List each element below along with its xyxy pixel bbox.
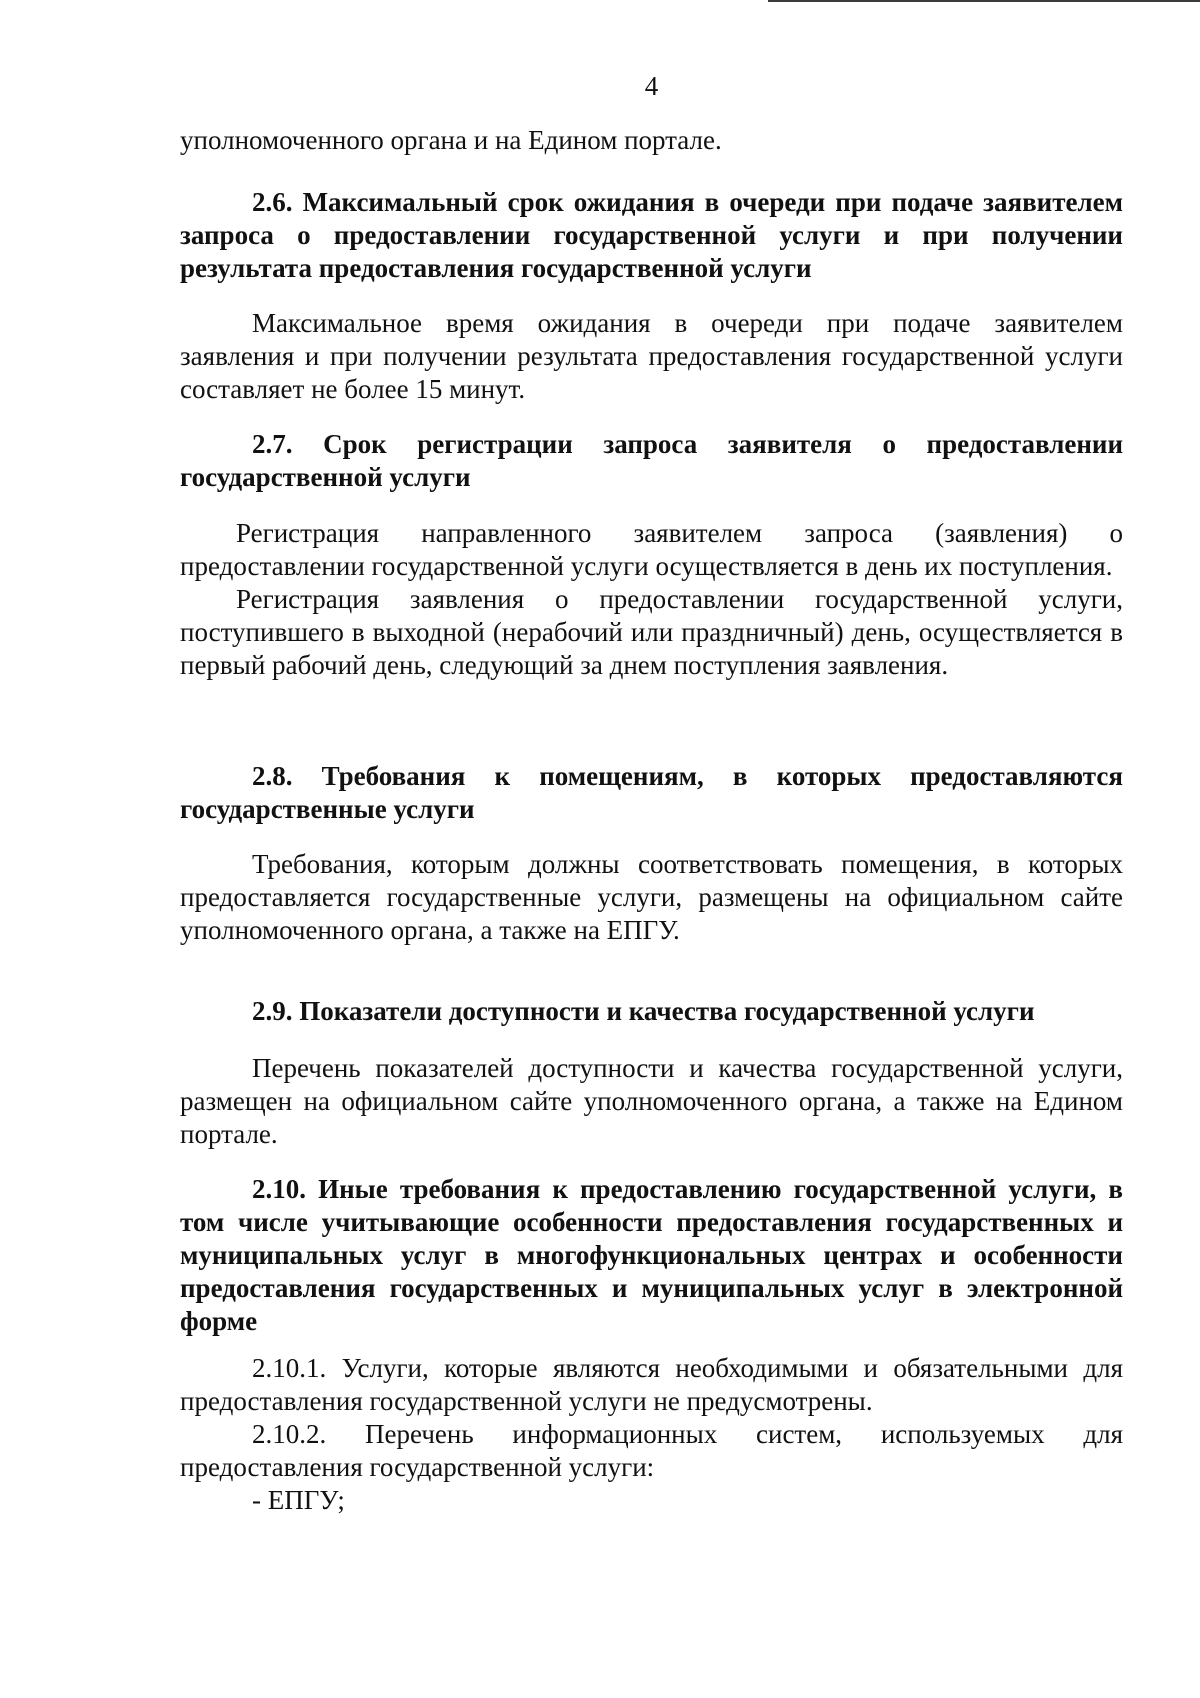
continuation-paragraph: уполномоченного органа и на Едином портале. — [180, 125, 722, 155]
section-2-10-body — [180, 1352, 1123, 1517]
page-number: 4 — [644, 71, 659, 101]
section-2-6-heading: 2.6. Максимальный срок ожидания в очереди при подаче заявителем запроса о предоставлении государственной услуги и при получении результата предоставления государственной услуги — [180, 187, 1123, 283]
section-2-10-paragraph-2: 2.10.2. Перечень информационных систем, используемых для предоставления государственной услуги: — [180, 1419, 1123, 1482]
section-2-7-heading: 2.7. Срок регистрации запроса заявителя о предоставлении государственной услуги — [180, 429, 1123, 492]
section-2-9-heading: 2.9. Показатели доступности и качества государственной услуги — [252, 996, 1035, 1026]
section-2-6-body — [180, 307, 1123, 406]
section-2-7-paragraph-1: Регистрация направленного заявителем запроса (заявления) о предоставлении государственной услуги осуществляется в день их поступления. — [180, 518, 1123, 581]
section-2-9 — [180, 995, 1123, 1028]
section-2-9-paragraph: Перечень показателей доступности и качества государственной услуги, размещен на официальном сайте уполномоченного органа, а также на Едином портале. — [180, 1053, 1123, 1149]
section-2-10-paragraph-1: 2.10.1. Услуги, которые являются необходимыми и обязательными для предоставления государственной услуги не предусмотрены. — [180, 1353, 1123, 1416]
section-2-9-body — [180, 1052, 1123, 1151]
section-2-7-body — [180, 517, 1123, 682]
section-2-10-heading: 2.10. Иные требования к предоставлению государственной услуги, в том числе учитывающие особенности предоставления государственных и муниципальных услуг в многофункциональных центрах и особенности предоставления государственных и муниципальных услуг в электронной форме — [180, 1174, 1123, 1336]
continuation-text — [180, 124, 1123, 157]
section-2-6-paragraph: Максимальное время ожидания в очереди при подаче заявителем заявления и при получении результата предоставления государственной услуги составляет не более 15 минут. — [180, 308, 1123, 404]
section-2-8-body — [180, 848, 1123, 947]
section-2-8 — [180, 760, 1123, 826]
scan-edge-line — [768, 0, 1200, 2]
section-2-8-paragraph: Требования, которым должны соответствовать помещения, в которых предоставляется государственные услуги, размещены на официальном сайте уполномоченного органа, а также на ЕПГУ. — [180, 849, 1123, 945]
section-2-8-heading: 2.8. Требования к помещениям, в которых предоставляются государственные услуги — [180, 761, 1123, 824]
section-2-10-list-item: - ЕПГУ; — [252, 1485, 345, 1515]
section-2-6 — [180, 186, 1123, 285]
section-2-10 — [180, 1173, 1123, 1338]
section-2-7-paragraph-2: Регистрация заявления о предоставлении государственной услуги, поступившего в выходной (нерабочий или праздничный) день, осуществляется в первый рабочий день, следующий за днем поступления заявления. — [180, 584, 1123, 680]
section-2-7 — [180, 428, 1123, 494]
